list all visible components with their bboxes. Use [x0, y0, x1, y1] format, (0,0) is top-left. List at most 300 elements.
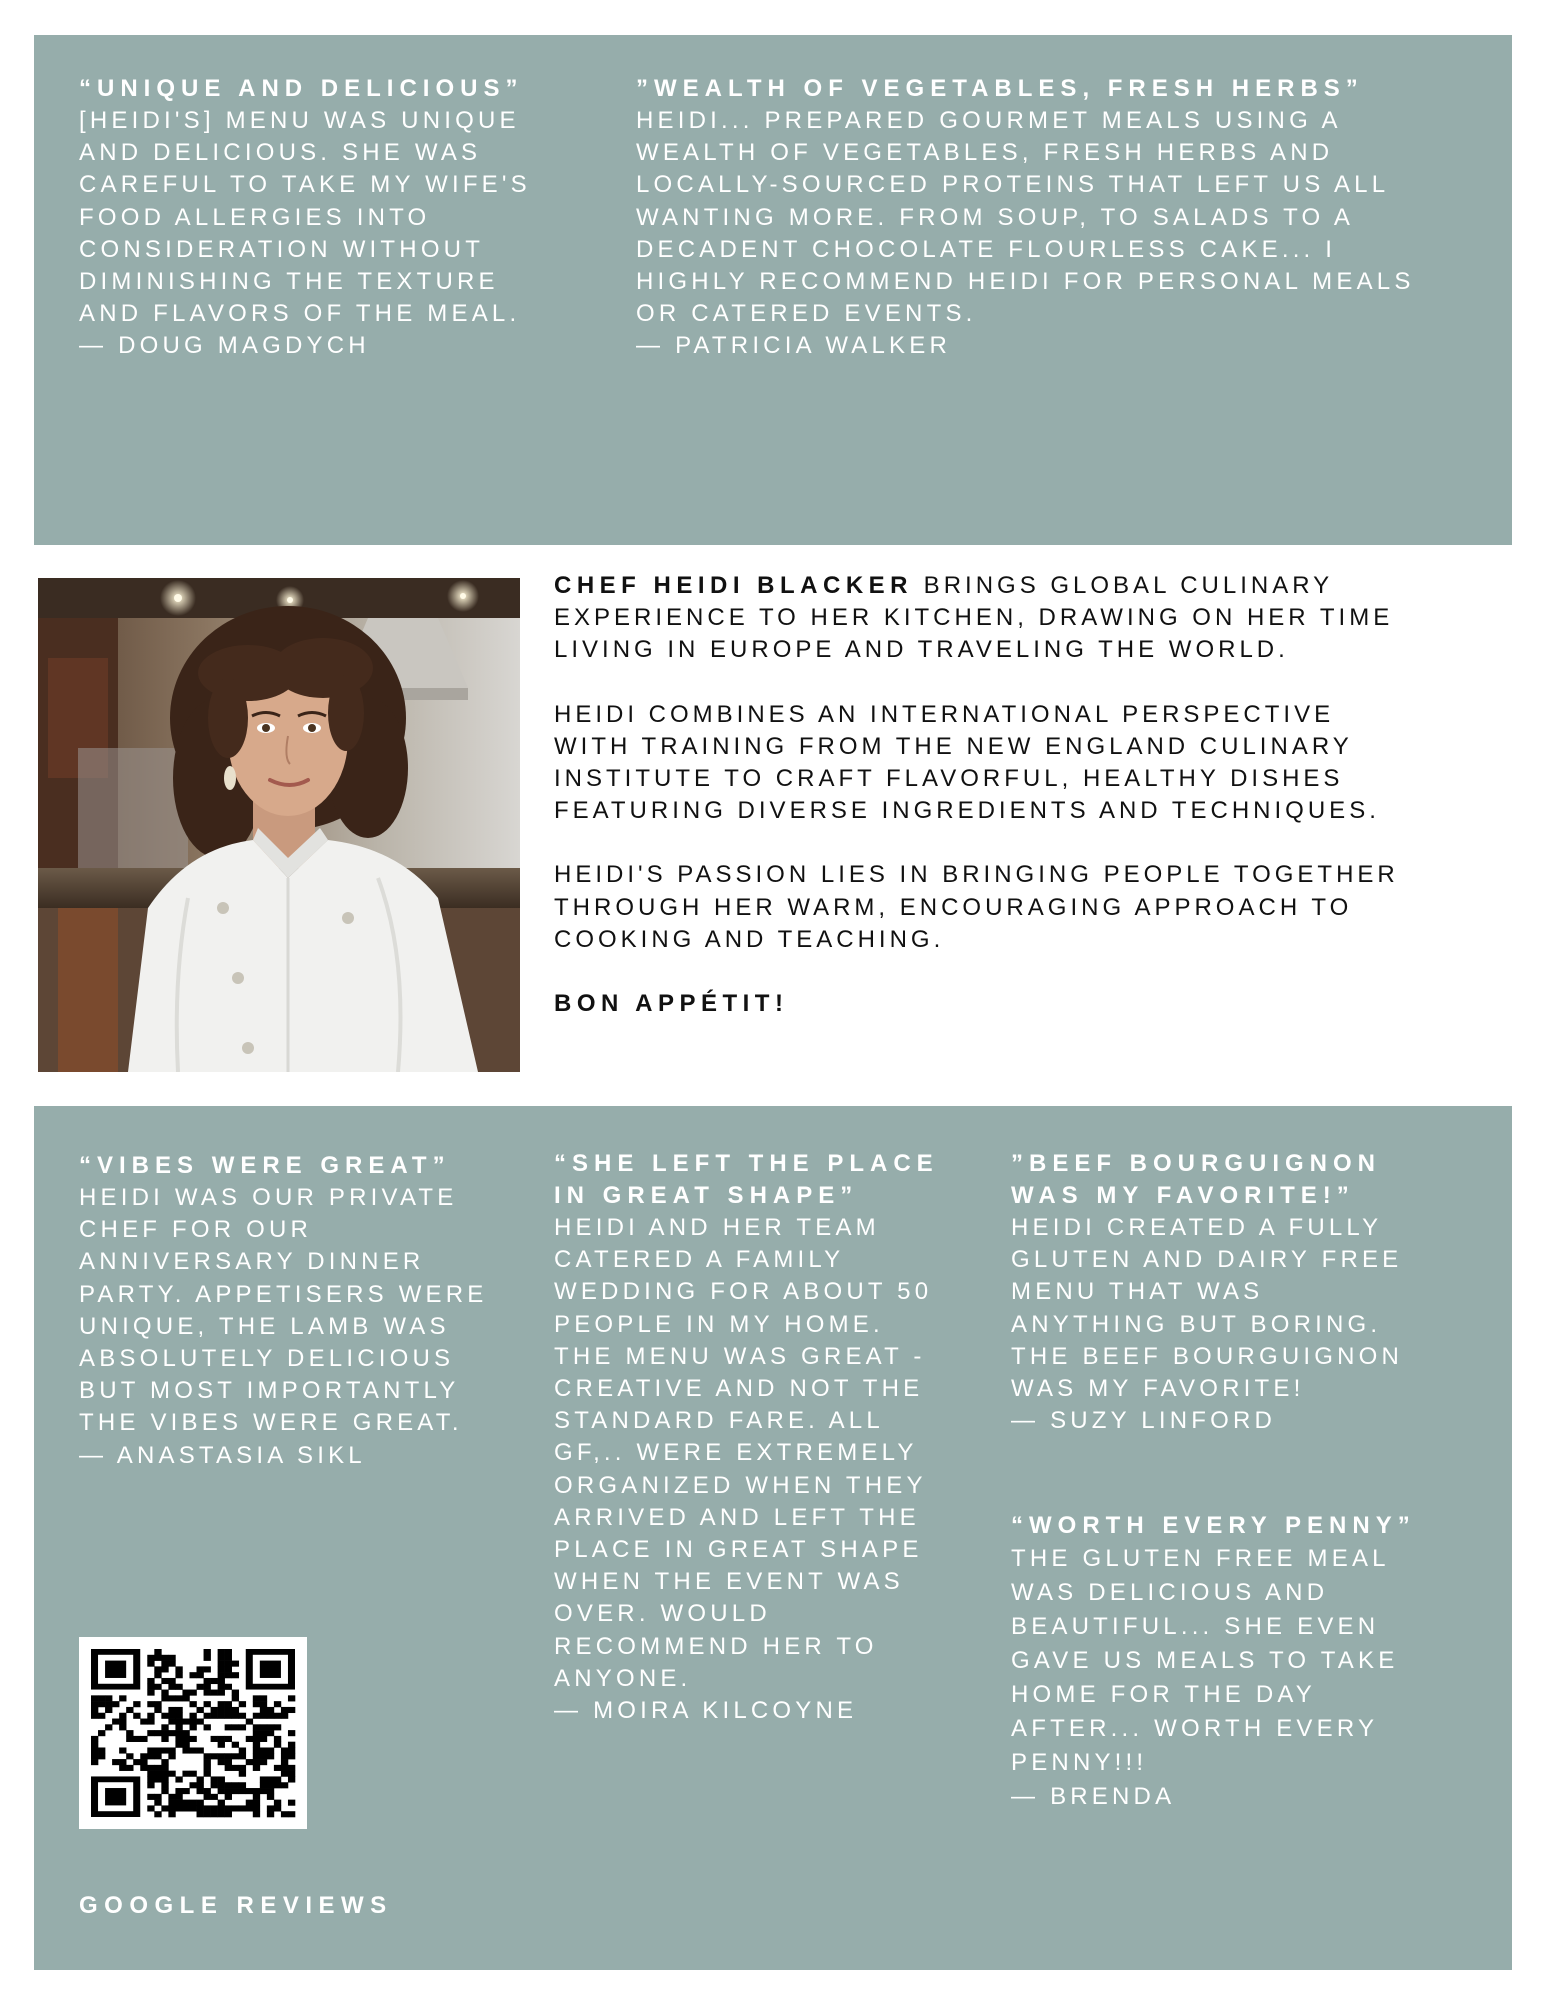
qr-module: [288, 1742, 295, 1748]
qr-module: [204, 1811, 211, 1817]
review-author: — PATRICIA WALKER: [636, 332, 951, 360]
qr-module: [168, 1678, 175, 1684]
qr-module: [189, 1672, 196, 1678]
chef-bio: [554, 570, 1494, 1052]
qr-module: [91, 1701, 98, 1707]
review-line: HEIDI... PREPARED GOURMET MEALS USING A: [636, 107, 1342, 134]
qr-module: [246, 1800, 253, 1806]
qr-module: [239, 1753, 246, 1759]
qr-module: [253, 1753, 260, 1759]
review-line: HOME FOR THE DAY: [1011, 1681, 1316, 1708]
qr-module: [154, 1672, 161, 1678]
qr-module: [253, 1759, 260, 1765]
review-line: HIGHLY RECOMMEND HEIDI FOR PERSONAL MEALS: [636, 268, 1415, 296]
qr-module: [91, 1695, 98, 1701]
qr-module: [274, 1800, 281, 1806]
qr-module: [189, 1747, 196, 1753]
review-title-line: IN GREAT SHAPE”: [554, 1182, 859, 1209]
qr-module: [239, 1771, 246, 1777]
qr-module: [288, 1707, 295, 1713]
bio-paragraph-1: [554, 570, 1494, 667]
qr-module: [189, 1719, 196, 1725]
qr-module: [161, 1713, 168, 1719]
qr-module: [147, 1655, 154, 1661]
qr-module: [218, 1753, 225, 1759]
qr-module: [161, 1666, 168, 1672]
qr-module: [197, 1811, 204, 1817]
qr-module: [225, 1724, 232, 1730]
qr-module: [91, 1759, 98, 1765]
bio-line: INSTITUTE TO CRAFT FLAVORFUL, HEALTHY DISHES: [554, 765, 1344, 793]
qr-module: [133, 1736, 140, 1742]
qr-module: [225, 1701, 232, 1707]
review-line: MENU THAT WAS: [1011, 1278, 1264, 1306]
qr-module: [225, 1684, 232, 1690]
qr-module: [274, 1701, 281, 1707]
qr-module: [147, 1661, 154, 1667]
qr-module: [175, 1800, 182, 1806]
qr-module: [211, 1736, 218, 1742]
qr-module: [239, 1765, 246, 1771]
review-brenda: [1011, 1510, 1481, 1814]
qr-module: [239, 1747, 246, 1753]
qr-module: [182, 1800, 189, 1806]
bio-line: HEIDI'S PASSION LIES IN BRINGING PEOPLE TOGETHER: [554, 861, 1399, 889]
qr-module: [288, 1765, 295, 1771]
qr-module: [211, 1805, 218, 1811]
qr-module: [161, 1788, 168, 1794]
qr-module: [218, 1678, 225, 1684]
qr-module: [281, 1759, 288, 1765]
qr-module: [175, 1666, 182, 1672]
qr-module: [161, 1759, 168, 1765]
qr-module: [154, 1811, 161, 1817]
qr-module: [175, 1794, 182, 1800]
review-line: THE BEEF BOURGUIGNON: [1011, 1342, 1404, 1370]
review-line: DIMINISHING THE TEXTURE: [79, 268, 499, 296]
review-line: PLACE IN GREAT SHAPE: [554, 1536, 923, 1564]
review-line: WHEN THE EVENT WAS: [554, 1568, 904, 1596]
qr-module: [154, 1794, 161, 1800]
qr-module: [225, 1759, 232, 1765]
qr-module: [260, 1724, 267, 1730]
qr-module: [211, 1678, 218, 1684]
qr-module: [147, 1776, 154, 1782]
review-line: ARRIVED AND LEFT THE: [554, 1503, 920, 1531]
qr-module: [218, 1736, 225, 1742]
qr-module: [154, 1649, 161, 1655]
qr-module: [189, 1782, 196, 1788]
qr-module: [232, 1724, 239, 1730]
qr-module: [168, 1719, 175, 1725]
qr-module: [154, 1747, 161, 1753]
qr-module: [154, 1730, 161, 1736]
signoff-text: BON APPÉTIT!: [554, 990, 789, 1018]
qr-module: [189, 1736, 196, 1742]
review-title-line: “WORTH EVERY PENNY”: [1011, 1512, 1416, 1539]
qr-module: [218, 1666, 225, 1672]
qr-module: [98, 1730, 105, 1736]
qr-module: [168, 1771, 175, 1777]
qr-module: [126, 1753, 133, 1759]
qr-module: [98, 1701, 105, 1707]
qr-module: [260, 1707, 267, 1713]
qr-module: [112, 1719, 119, 1725]
qr-module: [168, 1753, 175, 1759]
qr-module: [154, 1701, 161, 1707]
qr-module: [175, 1684, 182, 1690]
qr-module: [288, 1730, 295, 1736]
review-line: GF,.. WERE EXTREMELY: [554, 1439, 918, 1467]
qr-module: [218, 1649, 225, 1655]
qr-module: [204, 1794, 211, 1800]
qr-module: [168, 1655, 175, 1661]
review-line: FOOD ALLERGIES INTO: [79, 203, 431, 231]
qr-module: [126, 1730, 133, 1736]
qr-module: [175, 1788, 182, 1794]
qr-module: [140, 1759, 147, 1765]
qr-module: [260, 1736, 267, 1742]
review-line: HEIDI WAS OUR PRIVATE: [79, 1184, 458, 1211]
qr-module: [211, 1707, 218, 1713]
qr-module: [211, 1776, 218, 1782]
qr-module: [218, 1788, 225, 1794]
qr-module: [239, 1805, 246, 1811]
review-line: BEAUTIFUL... SHE EVEN: [1011, 1613, 1380, 1640]
qr-module: [218, 1713, 225, 1719]
qr-module: [154, 1800, 161, 1806]
chef-portrait-illustration: [38, 578, 520, 1072]
qr-module: [189, 1713, 196, 1719]
qr-module: [147, 1747, 154, 1753]
qr-module: [154, 1684, 161, 1690]
qr-module: [246, 1805, 253, 1811]
qr-module: [197, 1782, 204, 1788]
qr-module: [232, 1753, 239, 1759]
qr-module: [197, 1707, 204, 1713]
review-line: DECADENT CHOCOLATE FLOURLESS CAKE... I: [636, 235, 1337, 263]
review-line: STANDARD FARE. ALL: [554, 1407, 884, 1435]
qr-module: [119, 1724, 126, 1730]
qr-module: [105, 1707, 112, 1713]
qr-module: [232, 1782, 239, 1788]
qr-module: [126, 1736, 133, 1742]
qr-module: [253, 1701, 260, 1707]
qr-module: [161, 1747, 168, 1753]
review-line: BUT MOST IMPORTANTLY: [79, 1377, 460, 1405]
review-title-line: WAS MY FAVORITE!”: [1011, 1182, 1355, 1209]
qr-module: [204, 1753, 211, 1759]
qr-module: [189, 1800, 196, 1806]
qr-module: [175, 1776, 182, 1782]
qr-module: [232, 1690, 239, 1696]
qr-module: [133, 1701, 140, 1707]
qr-module: [175, 1724, 182, 1730]
review-anastasia-sikl: [79, 1150, 509, 1472]
qr-module: [253, 1765, 260, 1771]
qr-module: [119, 1695, 126, 1701]
qr-module: [147, 1805, 154, 1811]
review-body: [79, 1182, 509, 1440]
bio-line: LIVING IN EUROPE AND TRAVELING THE WORLD.: [554, 636, 1289, 664]
qr-module: [211, 1811, 218, 1817]
review-line: AND FLAVORS OF THE MEAL.: [79, 300, 521, 328]
review-line: PEOPLE IN MY HOME.: [554, 1310, 884, 1338]
qr-module: [260, 1713, 267, 1719]
qr-finder-pattern: [260, 1661, 281, 1678]
qr-module: [161, 1690, 168, 1696]
qr-module: [281, 1765, 288, 1771]
qr-module: [253, 1747, 260, 1753]
review-line: PARTY. APPETISERS WERE: [79, 1280, 488, 1308]
review-line: ANYONE.: [554, 1664, 692, 1692]
qr-module: [189, 1771, 196, 1777]
qr-module: [281, 1753, 288, 1759]
review-line: CATERED A FAMILY: [554, 1246, 845, 1274]
qr-module: [204, 1713, 211, 1719]
qr-module: [211, 1690, 218, 1696]
qr-module: [197, 1672, 204, 1678]
qr-module: [175, 1695, 182, 1701]
qr-module: [189, 1724, 196, 1730]
review-line: WAS DELICIOUS AND: [1011, 1579, 1329, 1606]
qr-finder-pattern: [105, 1788, 126, 1805]
bio-paragraph-3: [554, 859, 1494, 956]
qr-module: [246, 1759, 253, 1765]
qr-module: [154, 1655, 161, 1661]
qr-module: [161, 1736, 168, 1742]
qr-module: [267, 1707, 274, 1713]
qr-module: [204, 1649, 211, 1655]
qr-module: [168, 1730, 175, 1736]
review-line: LOCALLY-SOURCED PROTEINS THAT LEFT US ALL: [636, 171, 1390, 199]
qr-module: [175, 1713, 182, 1719]
qr-module: [119, 1759, 126, 1765]
review-line: CAREFUL TO TAKE MY WIFE'S: [79, 171, 531, 199]
qr-module: [182, 1695, 189, 1701]
review-line: ANYTHING BUT BORING.: [1011, 1310, 1382, 1338]
qr-module: [225, 1707, 232, 1713]
qr-module: [232, 1765, 239, 1771]
qr-module: [225, 1713, 232, 1719]
qr-module: [98, 1713, 105, 1719]
qr-module: [253, 1811, 260, 1817]
qr-module: [147, 1753, 154, 1759]
qr-module: [267, 1794, 274, 1800]
qr-module: [253, 1724, 260, 1730]
bio-line: FEATURING DIVERSE INGREDIENTS AND TECHNIQUES.: [554, 797, 1380, 825]
qr-module: [105, 1701, 112, 1707]
review-line: ANNIVERSARY DINNER: [79, 1248, 425, 1276]
qr-module: [225, 1672, 232, 1678]
google-reviews-label: GOOGLE REVIEWS: [79, 1892, 393, 1919]
review-line: HEIDI AND HER TEAM: [554, 1214, 880, 1241]
qr-module: [154, 1765, 161, 1771]
google-reviews-qr-code[interactable]: [79, 1637, 307, 1829]
review-moira-kilcoyne: [554, 1148, 984, 1727]
qr-module: [161, 1730, 168, 1736]
qr-module: [197, 1788, 204, 1794]
review-line: ABSOLUTELY DELICIOUS: [79, 1345, 455, 1373]
qr-module: [281, 1782, 288, 1788]
qr-module: [204, 1684, 211, 1690]
review-author: — SUZY LINFORD: [1011, 1407, 1277, 1435]
qr-module: [140, 1719, 147, 1725]
qr-module: [232, 1805, 239, 1811]
chef-portrait-photo: [38, 578, 520, 1072]
qr-module: [260, 1701, 267, 1707]
review-line: UNIQUE, THE LAMB WAS: [79, 1312, 450, 1340]
review-line: ORGANIZED WHEN THEY: [554, 1471, 927, 1499]
qr-module: [168, 1794, 175, 1800]
qr-module: [147, 1719, 154, 1725]
bio-signoff: [554, 988, 1494, 1020]
qr-module: [281, 1707, 288, 1713]
qr-module: [140, 1765, 147, 1771]
qr-module: [218, 1805, 225, 1811]
qr-module: [189, 1805, 196, 1811]
qr-module: [161, 1776, 168, 1782]
qr-module: [168, 1661, 175, 1667]
qr-module: [204, 1805, 211, 1811]
qr-module: [225, 1736, 232, 1742]
qr-module: [175, 1719, 182, 1725]
review-body: [636, 105, 1496, 330]
qr-module: [267, 1782, 274, 1788]
qr-module: [197, 1666, 204, 1672]
qr-module: [98, 1753, 105, 1759]
qr-module: [267, 1805, 274, 1811]
qr-module: [91, 1736, 98, 1742]
qr-module: [225, 1753, 232, 1759]
qr-module: [274, 1805, 281, 1811]
qr-module: [281, 1713, 288, 1719]
review-body: [79, 105, 599, 330]
qr-module: [168, 1713, 175, 1719]
qr-module: [182, 1747, 189, 1753]
qr-module: [218, 1690, 225, 1696]
qr-module: [218, 1759, 225, 1765]
qr-module: [225, 1794, 232, 1800]
qr-module: [168, 1805, 175, 1811]
qr-module: [175, 1672, 182, 1678]
qr-module: [274, 1782, 281, 1788]
qr-module: [147, 1765, 154, 1771]
qr-module: [267, 1724, 274, 1730]
qr-module: [91, 1753, 98, 1759]
qr-module: [267, 1788, 274, 1794]
qr-module: [288, 1776, 295, 1782]
qr-module: [281, 1771, 288, 1777]
qr-module: [225, 1788, 232, 1794]
qr-module: [218, 1701, 225, 1707]
qr-module: [147, 1771, 154, 1777]
qr-module: [168, 1707, 175, 1713]
qr-module: [112, 1701, 119, 1707]
qr-module: [260, 1747, 267, 1753]
qr-module: [161, 1771, 168, 1777]
qr-module: [253, 1742, 260, 1748]
qr-module: [197, 1776, 204, 1782]
qr-module: [161, 1678, 168, 1684]
review-body: [1011, 1542, 1481, 1780]
qr-module: [225, 1666, 232, 1672]
qr-module: [175, 1742, 182, 1748]
bio-line: EXPERIENCE TO HER KITCHEN, DRAWING ON HER TIME: [554, 604, 1394, 632]
qr-module: [239, 1724, 246, 1730]
review-line: GLUTEN AND DAIRY FREE: [1011, 1246, 1403, 1274]
review-suzy-linford: [1011, 1148, 1481, 1437]
qr-module: [140, 1753, 147, 1759]
qr-module: [119, 1719, 126, 1725]
qr-module: [218, 1811, 225, 1817]
qr-module: [267, 1713, 274, 1719]
qr-module: [246, 1788, 253, 1794]
review-line: WAS MY FAVORITE!: [1011, 1375, 1305, 1403]
qr-module: [281, 1811, 288, 1817]
qr-module: [91, 1747, 98, 1753]
qr-module: [232, 1695, 239, 1701]
qr-module: [239, 1782, 246, 1788]
review-line: PENNY!!!: [1011, 1749, 1148, 1776]
qr-module: [260, 1782, 267, 1788]
qr-module: [204, 1690, 211, 1696]
bio-line: [554, 570, 1494, 602]
qr-module: [182, 1805, 189, 1811]
qr-module: [225, 1782, 232, 1788]
qr-module: [239, 1701, 246, 1707]
qr-module: [119, 1765, 126, 1771]
qr-module: [182, 1730, 189, 1736]
qr-module: [260, 1695, 267, 1701]
qr-module: [182, 1742, 189, 1748]
qr-module: [182, 1736, 189, 1742]
qr-module: [147, 1782, 154, 1788]
qr-module: [218, 1707, 225, 1713]
qr-module: [288, 1753, 295, 1759]
qr-module: [253, 1713, 260, 1719]
qr-module: [232, 1788, 239, 1794]
qr-module: [211, 1794, 218, 1800]
bio-line: COOKING AND TEACHING.: [554, 925, 945, 953]
qr-module: [126, 1707, 133, 1713]
review-title: [1011, 1148, 1481, 1212]
qr-module: [154, 1753, 161, 1759]
review-title: [554, 1148, 984, 1212]
qr-module: [218, 1800, 225, 1806]
qr-module: [232, 1742, 239, 1748]
qr-module: [147, 1794, 154, 1800]
qr-code-icon: [79, 1637, 307, 1829]
qr-module: [140, 1736, 147, 1742]
qr-module: [260, 1753, 267, 1759]
qr-module: [147, 1678, 154, 1684]
qr-module: [253, 1730, 260, 1736]
qr-module: [274, 1713, 281, 1719]
qr-module: [253, 1736, 260, 1742]
qr-module: [168, 1747, 175, 1753]
qr-module: [105, 1695, 112, 1701]
review-line: GAVE US MEALS TO TAKE: [1011, 1647, 1399, 1674]
qr-module: [253, 1794, 260, 1800]
review-title: ”WEALTH OF VEGETABLES, FRESH HERBS”: [636, 75, 1364, 102]
chef-name: CHEF HEIDI BLACKER: [554, 572, 914, 599]
qr-module: [147, 1684, 154, 1690]
bio-paragraph-2: [554, 699, 1494, 828]
review-line: THE GLUTEN FREE MEAL: [1011, 1545, 1390, 1572]
qr-module: [182, 1788, 189, 1794]
qr-module: [288, 1811, 295, 1817]
